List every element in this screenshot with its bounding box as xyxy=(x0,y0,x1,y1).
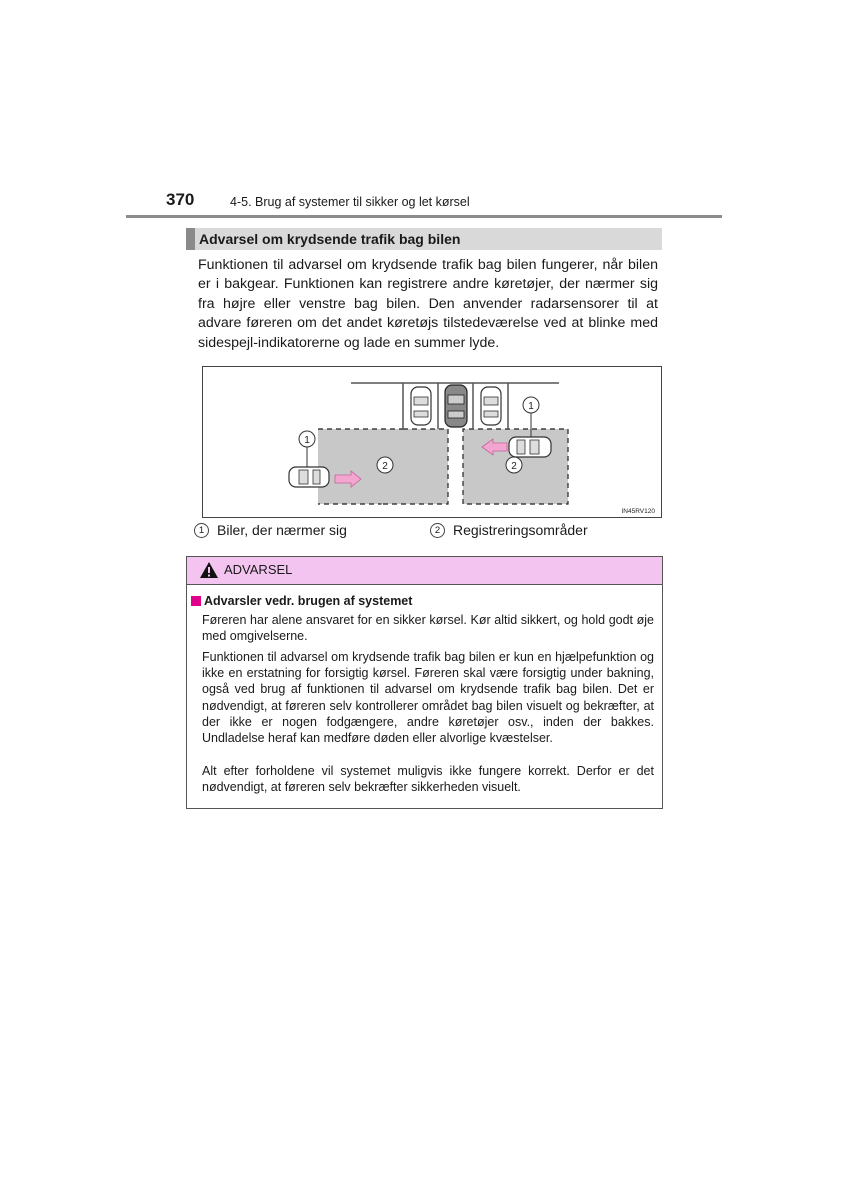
warning-paragraph-1: Føreren har alene ansvaret for en sikker kørsel. Kør altid sikkert, og hold godt øje med omgivelserne. xyxy=(202,613,654,644)
intro-paragraph: Funktionen til advarsel om krydsende trafik bag bilen fungerer, når bilen er i bakgear. Funktionen kan registrere andre køretøjer, der nærmer sig fra højre eller venstre bag bilen. Den anvender radarsensorer til at advare føreren om det andet køretøjs tilstedeværelse ved at blinke med sidespejl-indikatorerne og lade en summer lyde. xyxy=(198,257,658,351)
legend-text-1: Biler, der nærmer sig xyxy=(217,522,347,538)
warning-triangle-icon xyxy=(199,561,219,579)
warning-subtitle-text: Advarsler vedr. brugen af systemet xyxy=(204,594,413,608)
parked-car-left xyxy=(411,387,431,425)
callout-2-right-label: 2 xyxy=(511,461,517,472)
legend-num-2: 2 xyxy=(430,523,445,538)
page-number: 370 xyxy=(166,190,195,209)
figure-code: IN45RV120 xyxy=(621,508,655,515)
rear-cross-traffic-illustration xyxy=(202,366,662,518)
callout-1-left-label: 1 xyxy=(304,435,310,446)
legend-num-1: 1 xyxy=(194,523,209,538)
callout-1-right-label: 1 xyxy=(528,401,534,412)
warning-paragraph-2: Funktionen til advarsel om krydsende trafik bag bilen er kun en hjælpefunktion og ikke en erstatning for forsigtig kørsel. Føreren skal være forsigtig under bakning, også ved brug af funktionen til advarsel om krydsende trafik bag bilen. Det er nødvendigt, at føreren selv kontrollerer området bag bilen visuelt og bekræfter, at der ikke er nogen fodgængere, andre køretøjer osv., inden der bakkes. Undladelse heraf kan medføre døden eller alvorlige kvæstelser. xyxy=(202,650,654,746)
warning-paragraph-3: Alt efter forholdene vil systemet muligvis ikke fungere korrekt. Derfor er det nødvendigt, at føreren selv bekræfter sikkerheden visuelt. xyxy=(202,764,654,795)
legend-text-2: Registreringsområder xyxy=(453,522,588,538)
chapter-title: 4-5. Brug af systemer til sikker og let kørsel xyxy=(230,195,470,209)
own-car xyxy=(445,385,467,427)
header-divider xyxy=(126,215,722,218)
legend-item-2 xyxy=(430,522,588,538)
approaching-car-right xyxy=(509,437,551,457)
parking-diagram xyxy=(203,367,663,519)
warning-header xyxy=(187,557,662,585)
callout-2-left-label: 2 xyxy=(382,461,388,472)
parked-car-right xyxy=(481,387,501,425)
square-bullet-icon xyxy=(191,596,201,606)
warning-box xyxy=(186,556,663,809)
approaching-car-left xyxy=(289,467,329,487)
section-title: Advarsel om krydsende trafik bag bilen xyxy=(186,228,662,250)
warning-label: ADVARSEL xyxy=(224,562,293,577)
legend-item-1 xyxy=(194,522,347,538)
warning-subtitle xyxy=(191,594,412,608)
